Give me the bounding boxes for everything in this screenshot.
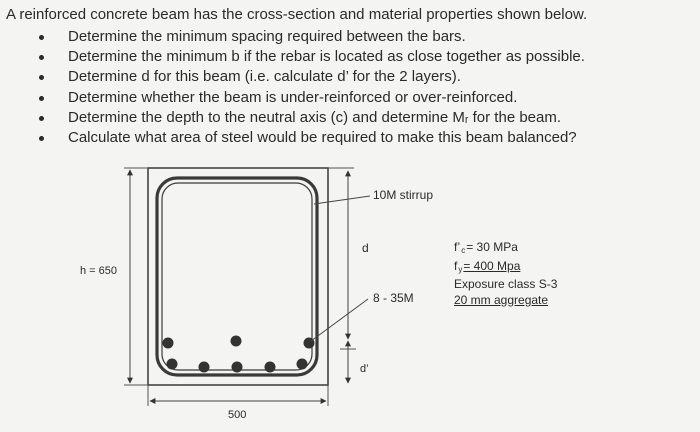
rebar-bottom bbox=[232, 362, 243, 373]
fy-symbol: f bbox=[454, 258, 458, 273]
task-item: Determine the minimum b if the rebar is located as close together as possible. bbox=[34, 47, 585, 67]
material-properties bbox=[454, 240, 557, 308]
task-item: Determine d for this beam (i.e. calculate d’ for the 2 layers). bbox=[34, 67, 585, 87]
height-label: h = 650 bbox=[80, 265, 118, 277]
rebar-bottom bbox=[297, 359, 308, 370]
rebar-bottom bbox=[167, 359, 178, 370]
aggregate-size: 20 mm aggregate bbox=[454, 292, 549, 307]
rebar-top bbox=[231, 336, 242, 347]
fy-row bbox=[454, 259, 557, 278]
problem-intro: A reinforced concrete beam has the cross-section and material properties shown below. bbox=[6, 6, 588, 23]
rebar-bottom bbox=[265, 362, 276, 373]
task-item: Calculate what area of steel would be required to make this beam balanced? bbox=[34, 128, 585, 148]
task-item: Determine the minimum spacing required between the bars. bbox=[34, 27, 585, 47]
stirrup-label: 10M stirrup bbox=[373, 188, 434, 202]
dprime-label: d’ bbox=[360, 363, 369, 375]
rebar-top bbox=[163, 338, 174, 349]
fy-value: = 400 Mpa bbox=[463, 258, 521, 273]
beam-section-outline bbox=[148, 168, 328, 385]
rebar-label: 8 - 35M bbox=[373, 291, 414, 305]
task-item: Determine whether the beam is under-reinforced or over-reinforced. bbox=[34, 88, 585, 108]
d-label: d bbox=[362, 241, 369, 255]
fc-subscript: c bbox=[461, 246, 466, 255]
fc-row bbox=[454, 240, 557, 259]
exposure-class: Exposure class S-3 bbox=[454, 277, 558, 291]
fc-symbol: f’ bbox=[454, 240, 461, 254]
stirrup-leader bbox=[314, 196, 370, 204]
rebar-leader bbox=[311, 299, 368, 341]
task-item: Determine the depth to the neutral axis (c) and determine Mᵣ for the beam. bbox=[34, 108, 585, 128]
width-label: 500 bbox=[228, 409, 247, 421]
fc-value: = 30 MPa bbox=[466, 240, 518, 254]
rebar-bottom bbox=[199, 362, 210, 373]
fy-subscript: y bbox=[458, 264, 463, 274]
